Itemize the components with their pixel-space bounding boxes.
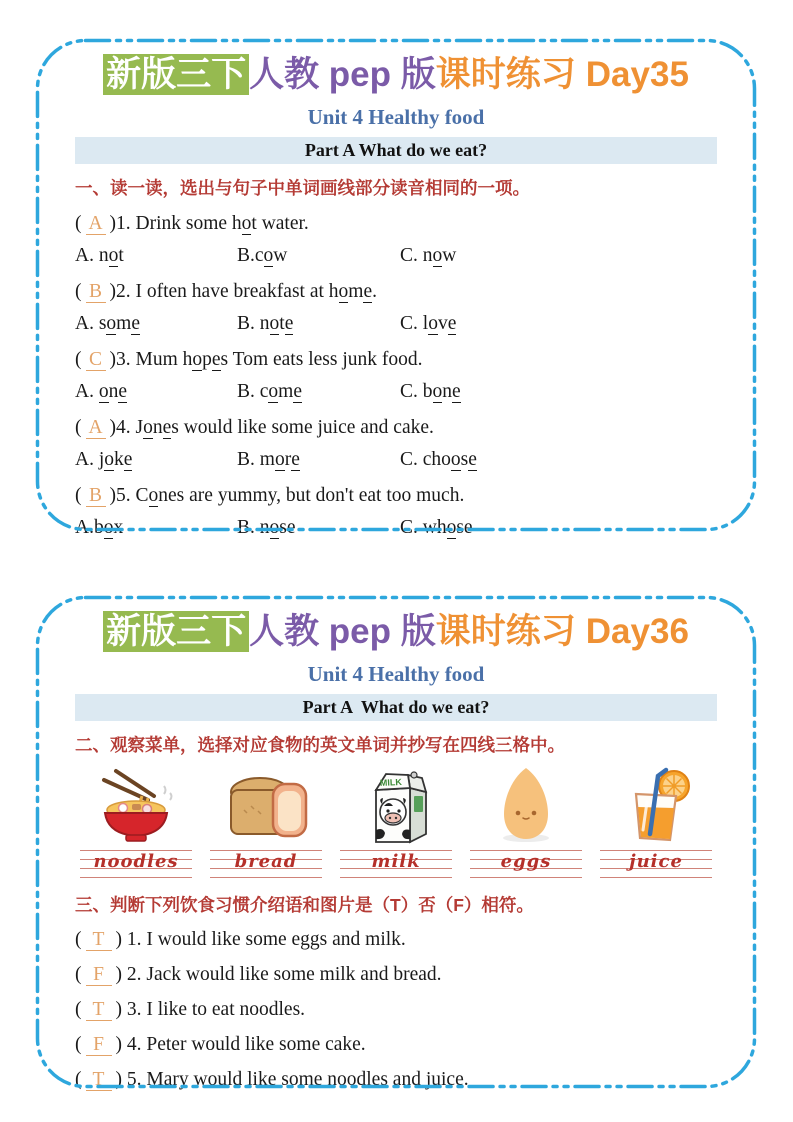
- question-2: [75, 280, 717, 303]
- paren-open: (: [75, 485, 82, 506]
- paren-open: (: [75, 417, 82, 438]
- paren-open: (: [75, 281, 82, 302]
- tf-question-3: [75, 998, 717, 1021]
- paren-close: ): [115, 929, 122, 950]
- question-5: [75, 484, 717, 507]
- paren-close: ): [109, 485, 116, 506]
- unit-heading: Unit 4 Healthy food: [307, 662, 485, 686]
- paren-open: (: [75, 999, 82, 1020]
- food-item-bread: [205, 764, 327, 878]
- handwriting-grid: [210, 850, 322, 878]
- paren-close: ): [109, 417, 116, 438]
- food-item-milk: [335, 764, 457, 878]
- tf-question-4: [75, 1033, 717, 1056]
- handwriting-word: bread: [234, 851, 298, 872]
- question-1: [75, 212, 717, 235]
- options-row-5: [75, 516, 717, 539]
- paren-close: ): [115, 964, 122, 985]
- title-grade-highlight: 新版三下: [103, 54, 249, 95]
- noodles-icon: [90, 764, 182, 844]
- question-text: 1. Drink some hot water.: [116, 213, 309, 234]
- question-text: 4. Jones would like some juice and cake.: [116, 417, 434, 438]
- title-type: 课时练习: [435, 612, 576, 651]
- options-row-2: [75, 312, 717, 335]
- option-c: C. whose: [400, 517, 473, 538]
- answer-slot: A: [86, 214, 106, 235]
- title-grade-highlight: 新版三下: [103, 611, 249, 652]
- question-text: 2. I often have breakfast at home.: [116, 281, 377, 302]
- paren-close: ): [109, 349, 116, 370]
- statement-text: 5. Mary would like some noodles and juice.: [126, 1069, 469, 1090]
- handwriting-word: milk: [371, 851, 421, 872]
- answer-slot: F: [86, 1035, 112, 1056]
- milk-icon: [356, 764, 436, 844]
- option-b: B. come: [237, 381, 302, 402]
- eggs-icon: [495, 764, 557, 844]
- food-item-eggs: [465, 764, 587, 878]
- paren-open: (: [75, 1069, 82, 1090]
- option-b: B.cow: [237, 245, 288, 266]
- handwriting-grid: [80, 850, 192, 878]
- paren-close: ): [109, 281, 116, 302]
- statement-text: 3. I like to eat noodles.: [126, 999, 306, 1020]
- answer-slot: F: [86, 965, 112, 986]
- answer-slot: B: [86, 282, 106, 303]
- option-a: A. not: [75, 245, 124, 266]
- handwriting-word: noodles: [93, 851, 179, 872]
- question-text: 3. Mum hopes Tom eats less junk food.: [116, 349, 423, 370]
- paren-open: (: [75, 213, 82, 234]
- paren-close: ): [115, 999, 122, 1020]
- part-heading: Part A What do we eat?: [75, 137, 717, 164]
- title-edition: 人教 pep 版: [249, 55, 436, 94]
- worksheet-title: [75, 52, 717, 98]
- paren-close: ): [115, 1069, 122, 1090]
- answer-slot: A: [86, 418, 106, 439]
- juice-icon: [614, 764, 698, 844]
- option-a: A.box: [75, 517, 124, 538]
- answer-slot: T: [86, 1070, 112, 1091]
- answer-slot: C: [86, 350, 106, 371]
- question-text: 5. Cones are yummy, but don't eat too much.: [116, 485, 465, 506]
- bread-icon: [220, 764, 312, 844]
- options-row-3: [75, 380, 717, 403]
- option-c: C. choose: [400, 449, 477, 470]
- section3-heading: 三、判断下列饮食习惯介绍语和图片是（T）否（F）相符。: [75, 895, 534, 915]
- panel-day35: [35, 38, 757, 538]
- answer-slot: T: [86, 1000, 112, 1021]
- handwriting-word: eggs: [500, 851, 552, 872]
- section1-heading: 一、读一读，选出与句子中单词画线部分读音相同的一项。: [75, 178, 530, 198]
- statement-text: 4. Peter would like some cake.: [126, 1034, 366, 1055]
- answer-slot: T: [86, 930, 112, 951]
- title-type: 课时练习: [435, 55, 576, 94]
- handwriting-grid: [600, 850, 712, 878]
- options-row-4: [75, 448, 717, 471]
- title-edition: 人教 pep 版: [249, 612, 436, 651]
- handwriting-grid: [470, 850, 582, 878]
- tf-question-2: [75, 963, 717, 986]
- part-heading: Part A What do we eat?: [75, 694, 717, 721]
- option-c: C. now: [400, 245, 457, 266]
- handwriting-grid: [340, 850, 452, 878]
- milk-carton-label: MILK: [379, 776, 403, 788]
- option-b: B. nose: [237, 517, 296, 538]
- paren-open: (: [75, 964, 82, 985]
- option-a: A. some: [75, 313, 140, 334]
- tf-question-1: [75, 928, 717, 951]
- statement-text: 1. I would like some eggs and milk.: [126, 929, 406, 950]
- statement-text: 2. Jack would like some milk and bread.: [126, 964, 442, 985]
- panel-day36: [35, 595, 757, 1089]
- worksheet-title: [75, 609, 717, 655]
- handwriting-word: juice: [629, 851, 683, 872]
- question-4: [75, 416, 717, 439]
- question-3: [75, 348, 717, 371]
- option-c: C. love: [400, 313, 457, 334]
- options-row-1: [75, 244, 717, 267]
- title-day: Day36: [585, 612, 689, 651]
- option-a: A. joke: [75, 449, 133, 470]
- option-a: A. one: [75, 381, 127, 402]
- paren-open: (: [75, 349, 82, 370]
- food-item-noodles: [75, 764, 197, 878]
- paren-open: (: [75, 1034, 82, 1055]
- tf-question-5: [75, 1068, 717, 1091]
- food-item-juice: [595, 764, 717, 878]
- option-b: B. more: [237, 449, 300, 470]
- title-day: Day35: [585, 55, 689, 94]
- section2-heading: 二、观察菜单，选择对应食物的英文单词并抄写在四线三格中。: [75, 735, 565, 755]
- food-menu-row: [75, 764, 717, 878]
- paren-open: (: [75, 929, 82, 950]
- option-c: C. bone: [400, 381, 461, 402]
- answer-slot: B: [86, 486, 106, 507]
- option-b: B. note: [237, 313, 294, 334]
- paren-close: ): [109, 213, 116, 234]
- paren-close: ): [115, 1034, 122, 1055]
- unit-heading: Unit 4 Healthy food: [307, 105, 485, 129]
